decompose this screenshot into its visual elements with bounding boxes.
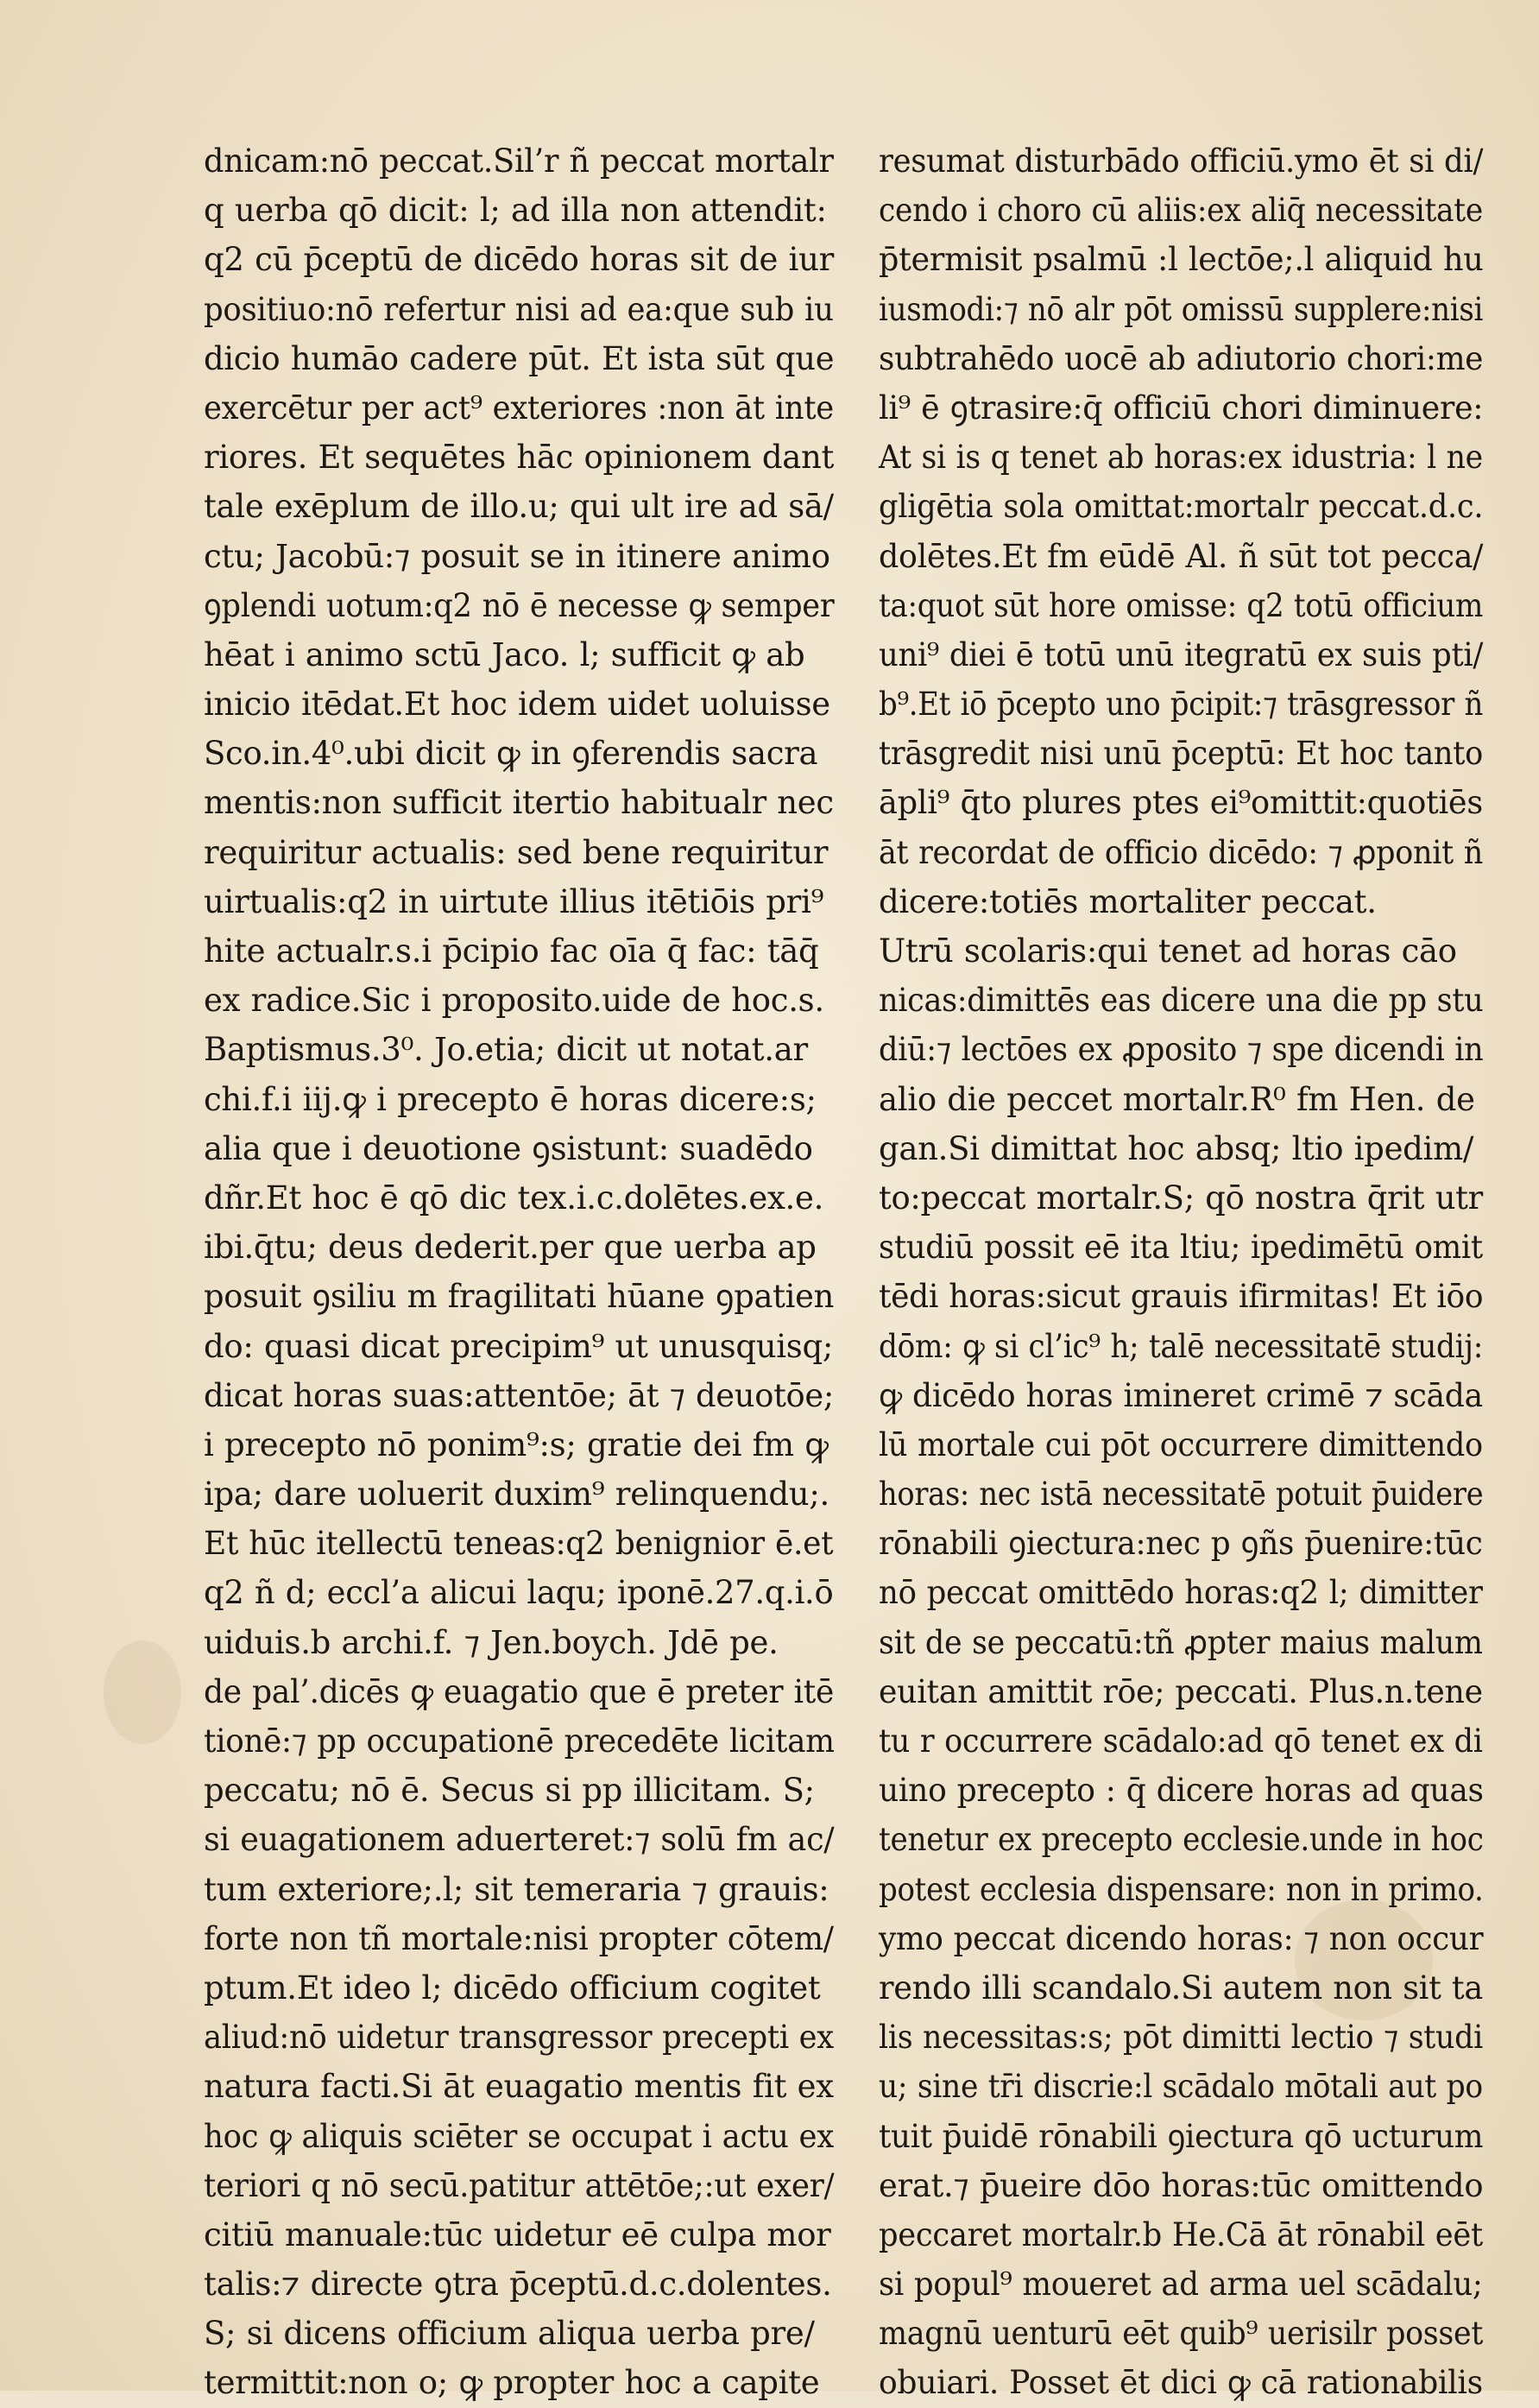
text-line: p̄termisit psalmū :l lectōe;.l aliquid hu (879, 241, 1484, 279)
text-line: b⁹.Et iō p̄cepto uno p̄cipit:⁊ trāsgressor ñ (879, 686, 1484, 724)
text-line: li⁹ ē ꝯtrasire:q̄ officiū chori diminuere: (879, 389, 1484, 427)
text-line: termittit:non o; ꝙ propter hoc a capite (204, 2364, 820, 2402)
text-line: hēat i animo sctū Jaco. l; sufficit ꝙ ab (204, 635, 805, 673)
text-line: do: quasi dicat precipim⁹ ut unusquisq; (204, 1327, 834, 1365)
text-line: ibi.q̄tu; deus dederit.per que uerba ap (204, 1229, 817, 1267)
text-line: euitan amittit rōe; peccati. Plus.n.tene (879, 1672, 1483, 1710)
text-line: q2 cū p̄ceptū de dicēdo horas sit de iur (204, 241, 834, 279)
text-line: dñr.Et hoc ē qō dic tex.i.c.dolētes.ex.e. (204, 1179, 824, 1217)
text-line: uino precepto : q̄ dicere horas ad quas (879, 1772, 1484, 1810)
text-line: q uerba qō dicit: l; ad illa non attendit: (204, 192, 827, 230)
text-line: natura facti.Si āt euagatio mentis fit ex (204, 2068, 834, 2106)
text-line: peccaret mortalr.b He.Cā āt rōnabil eēt (879, 2215, 1483, 2253)
text-line: horas: nec istā necessitatē potuit p̄uidere (879, 1476, 1484, 1514)
text-line: Et hūc itellectū teneas:q2 benignior ē.et (204, 1525, 834, 1563)
text-line: riores. Et sequētes hāc opinionem dant (204, 439, 835, 477)
text-line: positiuo:nō refertur nisi ad ea:que sub iu (204, 290, 834, 328)
text-line: potest ecclesia dispensare: non in primo. (879, 1870, 1484, 1908)
text-line: ꝯplendi uotum:q2 nō ē necesse ꝙ semper (204, 586, 835, 624)
text-line: āt recordat de officio dicēdo: ⁊ ꝓponit ñ (879, 833, 1483, 871)
text-line: requiritur actualis: sed bene requiritur (204, 833, 829, 871)
text-line: magnū uenturū eēt quib⁹ uerisilr posset (879, 2315, 1484, 2353)
text-line: ꝙ dicēdo horas imineret crimē ⁊ scāda (879, 1376, 1483, 1414)
text-line: si euagationem aduerteret:⁊ solū fm ac/ (204, 1821, 835, 1859)
text-line: nicas:dimittēs eas dicere una die pp stu (879, 982, 1484, 1020)
text-line: sit de se peccatū:tñ ꝓpter maius malum (879, 1623, 1483, 1661)
text-line: gan.Si dimittat hoc absq; ltio ipedim/ (879, 1129, 1474, 1167)
left-text-column (204, 136, 834, 2408)
text-line: diū:⁊ lectōes ex ꝓposito ⁊ spe dicendi in (879, 1031, 1484, 1069)
text-line: erat.⁊ p̄ueire dōo horas:tūc omittendo (879, 2166, 1484, 2204)
text-line: ipa; dare uoluerit duxim⁹ relinquendu;. (204, 1476, 829, 1514)
text-line: peccatu; nō ē. Secus si pp illicitam. S; (204, 1772, 815, 1810)
text-line: Sco.in.4⁰.ubi dicit ꝙ in ꝯferendis sacra (204, 735, 818, 773)
text-line: ptum.Et ideo l; dicēdo officium cogitet (204, 1969, 821, 2007)
text-line: si popul⁹ moueret ad arma uel scādalu; (879, 2266, 1483, 2304)
text-line: i precepto nō ponim⁹:s; gratie dei fm ꝙ (204, 1425, 829, 1463)
text-line: dicat horas suas:attentōe; āt ⁊ deuotōe; (204, 1376, 835, 1414)
text-line: inicio itēdat.Et hoc idem uidet uoluisse (204, 686, 830, 724)
text-line: posuit ꝯsiliu m fragilitati hūane ꝯpatien (204, 1278, 835, 1316)
text-line: dnicam:nō peccat.Sil’r ñ peccat mortalr (204, 142, 834, 180)
text-line: q2 ñ d; eccl’a alicui laqu; iponē.27.q.i.ō (204, 1574, 834, 1612)
text-line: chi.f.i iij.ꝙ i precepto ē horas dicere:s; (204, 1080, 817, 1118)
text-line: tēdi horas:sicut grauis ifirmitas! Et iōo (879, 1278, 1484, 1316)
text-line: tenetur ex precepto ecclesie.unde in hoc (879, 1821, 1484, 1859)
text-line: lis necessitas:s; pōt dimitti lectio ⁊ studi (879, 2019, 1484, 2057)
text-line: tionē:⁊ pp occupationē precedēte licitam (204, 1722, 835, 1760)
text-line: rendo illi scandalo.Si autem non sit ta (879, 1969, 1483, 2007)
text-line: teriori q nō secū.patitur attētōe;:ut exer/ (204, 2166, 835, 2204)
text-line: Baptismus.3⁰. Jo.etia; dicit ut notat.ar (204, 1031, 808, 1069)
text-line: studiū possit eē ita ltiu; ipedimētū omit (879, 1229, 1483, 1267)
text-line: u; sine tr̄i discrie:l scādalo mōtali aut po (879, 2068, 1483, 2106)
text-line: cendo i choro cū aliis:ex aliq̄ necessitate (879, 192, 1483, 230)
text-line: ctu; Jacobū:⁊ posuit se in itinere animo (204, 537, 830, 575)
text-line: āpli⁹ q̄to plures ptes ei⁹omittit:quotiēs (879, 784, 1483, 822)
right-text-column (879, 136, 1483, 2408)
text-line: trāsgredit nisi unū p̄ceptū: Et hoc tanto (879, 735, 1483, 773)
text-line: ta:quot sūt hore omisse: q2 totū officium (879, 586, 1484, 624)
text-line: S; si dicens officium aliqua uerba pre/ (204, 2315, 815, 2353)
text-line: de pal’.dicēs ꝙ euagatio que ē preter itē (204, 1672, 835, 1710)
text-line: forte non tñ mortale:nisi propter cōtem/ (204, 1919, 834, 1957)
text-line: exercētur per act⁹ exteriores :non āt inte (204, 389, 834, 427)
text-line: uiduis.b archi.f. ⁊ Jen.boych. Jdē pe. (204, 1623, 779, 1661)
text-line: mentis:non sufficit itertio habitualr nec (204, 784, 834, 822)
text-line: citiū manuale:tūc uidetur eē culpa mor (204, 2215, 831, 2253)
text-line: gligētia sola omittat:mortalr peccat.d.c. (879, 488, 1484, 526)
text-line: ex radice.Sic i proposito.uide de hoc.s. (204, 982, 824, 1020)
text-line: tale exēplum de illo.u; qui ult ire ad sā/ (204, 488, 834, 526)
text-line: hoc ꝙ aliquis sciēter se occupat i actu ex (204, 2117, 834, 2155)
text-line: obuiari. Posset ēt dici ꝙ cā rationabilis (879, 2364, 1483, 2402)
text-line: ymo peccat dicendo horas: ⁊ non occur (879, 1919, 1484, 1957)
text-line: lū mortale cui pōt occurrere dimittendo (879, 1425, 1483, 1463)
text-line: Utrū scolaris:qui tenet ad horas cāo (879, 932, 1457, 970)
text-line: talis:⁊ directe ꝯtra p̄ceptū.d.c.dolentes. (204, 2266, 832, 2304)
text-line: subtrahēdo uocē ab adiutorio chori:me (879, 339, 1484, 377)
text-line: tuit p̄uidē rōnabili ꝯiectura qō ucturum (879, 2117, 1484, 2155)
text-line: dicere:totiēs mortaliter peccat. (879, 882, 1377, 920)
paper-stain (104, 1640, 181, 1744)
text-line: tum exteriore;.l; sit temeraria ⁊ grauis: (204, 1870, 829, 1908)
text-line: uni⁹ diei ē totū unū itegratū ex suis pti/ (879, 635, 1484, 673)
text-line: resumat disturbādo officiū.ymo ēt si di/ (879, 142, 1484, 180)
text-line: aliud:nō uidetur transgressor precepti ex (204, 2019, 834, 2057)
text-line: alio die peccet mortalr.R⁰ fm Hen. de (879, 1080, 1475, 1118)
text-line: to:peccat mortalr.S; qō nostra q̄rit utr (879, 1179, 1484, 1217)
text-line: At si is q tenet ab horas:ex idustria: l ne (879, 439, 1483, 477)
text-line: uirtualis:q2 in uirtute illius itētiōis pri⁹ (204, 882, 824, 920)
text-line: iusmodi:⁊ nō alr pōt omissū supplere:nisi (879, 290, 1484, 328)
text-line: dōm: ꝙ si cl’ic⁹ h; talē necessitatē studij: (879, 1327, 1483, 1365)
text-line: nō peccat omittēdo horas:q2 l; dimitter (879, 1574, 1483, 1612)
text-line: dolētes.Et fm eūdē Al. ñ sūt tot pecca/ (879, 537, 1484, 575)
text-line: alia que i deuotione ꝯsistunt: suadēdo (204, 1129, 813, 1167)
text-line: dicio humāo cadere pūt. Et ista sūt que (204, 339, 835, 377)
text-line: rōnabili ꝯiectura:nec p ꝯñs p̄uenire:tūc (879, 1525, 1483, 1563)
text-line: tu r occurrere scādalo:ad qō tenet ex di (879, 1722, 1483, 1760)
text-line: hite actualr.s.i p̄cipio fac oīa q̄ fac: tāq̄ (204, 932, 819, 970)
